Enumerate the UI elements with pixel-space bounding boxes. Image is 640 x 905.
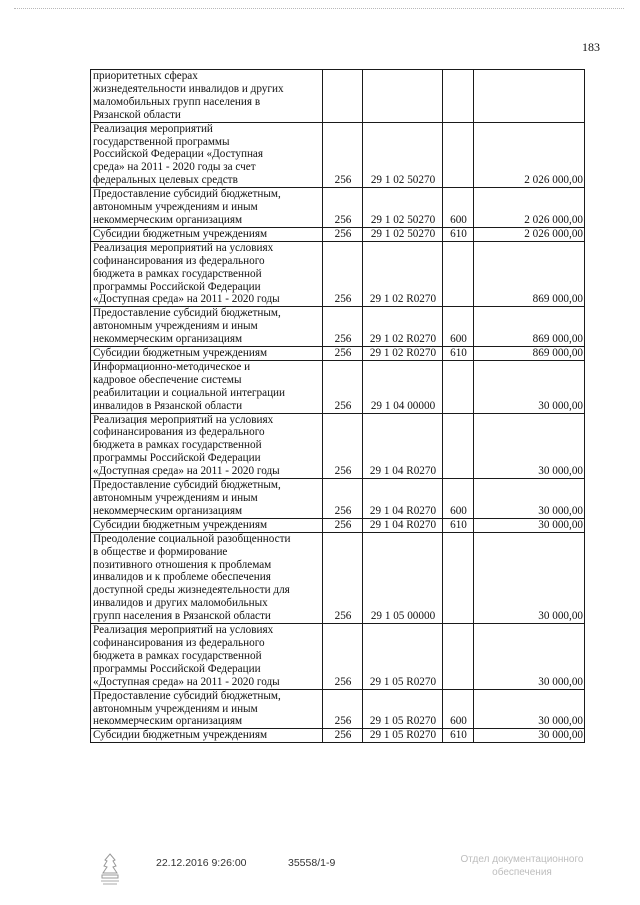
target-article-code-cell: 29 1 05 R0270 — [363, 729, 443, 743]
expense-name-cell — [91, 413, 323, 479]
coat-of-arms-emblem — [97, 852, 123, 886]
expense-type-cell: 600 — [443, 689, 474, 729]
department-code-cell: 256 — [323, 479, 363, 519]
expense-name-line: федеральных целевых средств — [93, 174, 238, 187]
expense-type-cell: 610 — [443, 729, 474, 743]
amount-cell: 30 000,00 — [474, 479, 585, 519]
expense-name-line: Реализация мероприятий на условиях — [93, 241, 274, 254]
expense-name-line: некоммерческим организациям — [93, 213, 243, 226]
expense-type-cell: 600 — [443, 307, 474, 347]
expense-name-line: Реализация мероприятий на условиях — [93, 624, 274, 637]
expense-name-line: Субсидии бюджетным учреждениям — [93, 729, 268, 742]
expense-name-line: инвалидов в Рязанской области — [93, 399, 243, 412]
expense-name-cell — [91, 479, 323, 519]
amount-cell: 30 000,00 — [474, 532, 585, 623]
expense-name-line: Субсидии бюджетным учреждениям — [93, 518, 268, 531]
target-article-code-cell: 29 1 02 50270 — [363, 122, 443, 188]
expense-name-line: программы Российской Федерации — [93, 662, 261, 675]
expense-name-line: «Доступная среда» на 2011 - 2020 годы — [93, 293, 280, 306]
expense-name-line: софинансирования из федерального — [93, 254, 265, 267]
amount-cell — [474, 70, 585, 123]
amount-cell: 30 000,00 — [474, 729, 585, 743]
table-row — [91, 518, 585, 532]
department-code-cell: 256 — [323, 188, 363, 228]
table-row — [91, 227, 585, 241]
department-code-cell: 256 — [323, 532, 363, 623]
amount-cell: 30 000,00 — [474, 360, 585, 413]
footer-datetime: 22.12.2016 9:26:00 — [156, 857, 247, 869]
expense-name-line: «Доступная среда» на 2011 - 2020 годы — [93, 675, 280, 688]
top-scan-edge — [14, 8, 624, 9]
department-code-cell: 256 — [323, 413, 363, 479]
target-article-code-cell: 29 1 02 R0270 — [363, 307, 443, 347]
target-article-code-cell: 29 1 02 50270 — [363, 188, 443, 228]
target-article-code-cell: 29 1 04 R0270 — [363, 479, 443, 519]
amount-cell: 2 026 000,00 — [474, 122, 585, 188]
expense-type-cell: 610 — [443, 347, 474, 361]
target-article-code-cell: 29 1 05 R0270 — [363, 689, 443, 729]
expense-name-line: Реализация мероприятий — [93, 122, 213, 135]
amount-cell: 30 000,00 — [474, 413, 585, 479]
expense-type-cell — [443, 413, 474, 479]
department-code-cell: 256 — [323, 122, 363, 188]
expense-name-line: Предоставление субсидий бюджетным, — [93, 188, 281, 201]
target-article-code-cell: 29 1 02 50270 — [363, 227, 443, 241]
expense-name-line: в обществе и формирование — [93, 545, 228, 558]
budget-table — [90, 69, 585, 743]
expense-name-line: автономным учреждениям и иным — [93, 492, 258, 504]
amount-cell: 869 000,00 — [474, 307, 585, 347]
target-article-code-cell: 29 1 05 R0270 — [363, 624, 443, 690]
expense-name-line: инвалидов и других маломобильных — [93, 597, 268, 610]
amount-cell: 869 000,00 — [474, 241, 585, 307]
target-article-code-cell: 29 1 04 R0270 — [363, 518, 443, 532]
department-code-cell: 256 — [323, 518, 363, 532]
expense-name-cell — [91, 347, 323, 361]
amount-cell: 30 000,00 — [474, 689, 585, 729]
table-row — [91, 360, 585, 413]
page-number: 183 — [582, 40, 600, 54]
table-row — [91, 729, 585, 743]
expense-name-line: программы Российской Федерации — [93, 452, 261, 465]
expense-name-line: Преодоление социальной разобщенности — [93, 532, 291, 545]
amount-cell: 2 026 000,00 — [474, 188, 585, 228]
expense-type-cell: 610 — [443, 227, 474, 241]
department-code-cell: 256 — [323, 241, 363, 307]
expense-name-line: автономным учреждениям и иным — [93, 320, 258, 333]
target-article-code-cell: 29 1 02 R0270 — [363, 347, 443, 361]
expense-name-cell — [91, 70, 323, 123]
expense-name-line: софинансирования из федерального — [93, 426, 265, 439]
target-article-code-cell: 29 1 04 R0270 — [363, 413, 443, 479]
table-row — [91, 241, 585, 307]
target-article-code-cell — [363, 70, 443, 123]
target-article-code-cell: 29 1 02 R0270 — [363, 241, 443, 307]
footer-document-id: 35558/1-9 — [288, 857, 336, 869]
expense-type-cell — [443, 241, 474, 307]
expense-name-cell — [91, 624, 323, 690]
expense-name-line: автономным учреждениям и иным — [93, 201, 258, 214]
expense-name-line: Предоставление субсидий бюджетным, — [93, 479, 281, 492]
expense-name-line: «Доступная среда» на 2011 - 2020 годы — [93, 465, 280, 478]
department-code-cell: 256 — [323, 347, 363, 361]
expense-name-line: бюджета в рамках государственной — [93, 439, 262, 452]
expense-type-cell — [443, 122, 474, 188]
expense-type-cell: 600 — [443, 188, 474, 228]
table-row — [91, 624, 585, 690]
expense-name-cell — [91, 532, 323, 623]
expense-name-line: Российской Федерации «Доступная — [93, 148, 264, 161]
expense-name-line: среда» на 2011 - 2020 годы за счет — [93, 161, 256, 174]
expense-name-line: Субсидии бюджетным учреждениям — [93, 347, 268, 360]
department-code-cell: 256 — [323, 729, 363, 743]
target-article-code-cell: 29 1 05 00000 — [363, 532, 443, 623]
table-row — [91, 413, 585, 479]
expense-name-line: Предоставление субсидий бюджетным, — [93, 689, 281, 702]
department-code-cell: 256 — [323, 307, 363, 347]
table-row — [91, 70, 585, 123]
expense-type-cell — [443, 624, 474, 690]
expense-name-cell — [91, 689, 323, 729]
table-row — [91, 347, 585, 361]
expense-name-line: программы Российской Федерации — [93, 280, 261, 293]
expense-name-line: софинансирования из федерального — [93, 636, 265, 649]
expense-name-cell — [91, 729, 323, 743]
amount-cell: 869 000,00 — [474, 347, 585, 361]
department-code-cell: 256 — [323, 689, 363, 729]
expense-name-line: Рязанской области — [93, 108, 181, 121]
expense-name-line: жизнедеятельности инвалидов и других — [93, 82, 284, 95]
expense-name-line: доступной среды жизнедеятельности для — [93, 584, 290, 597]
department-stamp-line: обеспечения — [492, 867, 552, 878]
expense-name-cell — [91, 307, 323, 347]
department-code-cell: 256 — [323, 624, 363, 690]
expense-name-cell — [91, 360, 323, 413]
expense-type-cell: 610 — [443, 518, 474, 532]
department-code-cell — [323, 70, 363, 123]
department-code-cell: 256 — [323, 360, 363, 413]
expense-name-line: автономным учреждениям и иным — [93, 702, 258, 715]
expense-name-line: бюджета в рамках государственной — [93, 267, 262, 280]
expense-name-line: некоммерческим организациям — [93, 333, 243, 346]
amount-cell: 30 000,00 — [474, 624, 585, 690]
table-row — [91, 479, 585, 519]
expense-name-cell — [91, 188, 323, 228]
expense-name-line: позитивного отношения к проблемам — [93, 558, 272, 571]
department-stamp — [452, 853, 592, 883]
expense-type-cell — [443, 532, 474, 623]
expense-name-line: некоммерческим организациям — [93, 715, 243, 728]
expense-name-cell — [91, 518, 323, 532]
expense-name-cell — [91, 122, 323, 188]
expense-name-line: некоммерческим организациям — [93, 504, 243, 517]
table-row — [91, 532, 585, 623]
table-row — [91, 307, 585, 347]
expense-name-line: кадровое обеспечение системы — [93, 373, 242, 386]
expense-name-line: Реализация мероприятий на условиях — [93, 413, 274, 426]
expense-name-line: реабилитации и социальной интеграции — [93, 386, 286, 399]
amount-cell: 30 000,00 — [474, 518, 585, 532]
table-row — [91, 188, 585, 228]
expense-name-line: маломобильных групп населения в — [93, 95, 261, 108]
expense-type-cell — [443, 360, 474, 413]
target-article-code-cell: 29 1 04 00000 — [363, 360, 443, 413]
expense-name-cell — [91, 241, 323, 307]
expense-name-line: Информационно-методическое и — [93, 360, 251, 373]
department-stamp-line: Отдел документационного — [460, 854, 584, 865]
budget-table-body — [91, 70, 585, 743]
expense-name-line: Субсидии бюджетным учреждениям — [93, 227, 268, 240]
amount-cell: 2 026 000,00 — [474, 227, 585, 241]
department-code-cell: 256 — [323, 227, 363, 241]
expense-name-line: инвалидов и к проблеме обеспечения — [93, 571, 271, 584]
expense-name-line: Предоставление субсидий бюджетным, — [93, 307, 281, 320]
table-row — [91, 689, 585, 729]
table-row — [91, 122, 585, 188]
expense-type-cell: 600 — [443, 479, 474, 519]
expense-name-line: государственной программы — [93, 135, 230, 148]
expense-type-cell — [443, 70, 474, 123]
expense-name-cell — [91, 227, 323, 241]
expense-name-line: приоритетных сферах — [93, 70, 198, 82]
expense-name-line: групп населения в Рязанской области — [93, 610, 271, 623]
expense-name-line: бюджета в рамках государственной — [93, 649, 262, 662]
